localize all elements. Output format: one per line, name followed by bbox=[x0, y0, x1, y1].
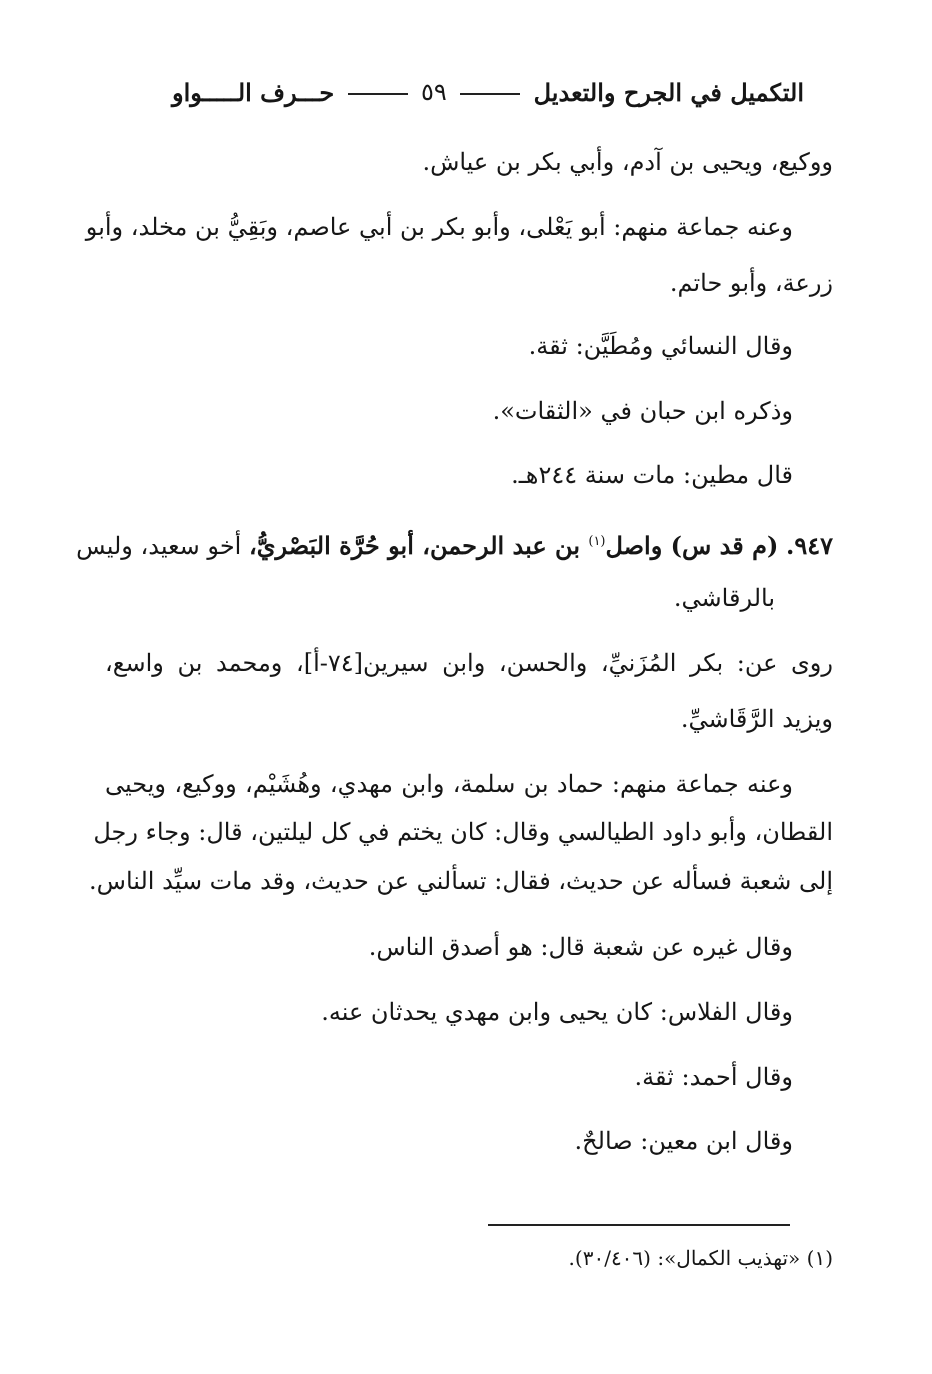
text-line: ويزيد الرَّقَاشيِّ. bbox=[680, 705, 833, 733]
footnote-divider bbox=[488, 1224, 790, 1226]
text-line: وقال ابن معين: صالحٌ. bbox=[574, 1127, 793, 1155]
text-line: وقال غيره عن شعبة قال: هو أصدق الناس. bbox=[368, 933, 793, 961]
text-line: إلى شعبة فسأله عن حديث، فقال: تسألني عن حديث، وقد مات سيِّد الناس. bbox=[89, 867, 833, 895]
text-line: وذكره ابن حبان في «الثقات». bbox=[492, 397, 793, 425]
text-line: وعنه جماعة منهم: أبو يَعْلى، وأبو بكر بن أبي عاصم، وبَقِيُّ بن مخلد، وأبو bbox=[85, 213, 793, 241]
narrator-lineage: بن عبد الرحمن، أبو حُرَّة البَصْريُّ، bbox=[248, 531, 589, 560]
text-line: القطان، وأبو داود الطيالسي وقال: كان يختم في كل ليلتين، قال: وجاء رجل bbox=[93, 818, 833, 846]
footnote: (١) «تهذيب الكمال»: (٣٠/٤٠٦). bbox=[568, 1246, 833, 1270]
text-line: قال مطين: مات سنة ٢٤٤هـ. bbox=[511, 461, 793, 489]
header-separator bbox=[452, 78, 528, 107]
entry-number: ٩٤٧. bbox=[785, 531, 833, 560]
running-header bbox=[172, 72, 804, 112]
narrator-note: أخو سعيد، وليس bbox=[76, 532, 249, 560]
text-line: وعنه جماعة منهم: حماد بن سلمة، وابن مهدي، وهُشَيْم، ووكيع، ويحيى bbox=[105, 770, 793, 798]
text-line: روى عن: بكر المُزَنيِّ، والحسن، وابن سيرين[٧٤-أ]، ومحمد بن واسع، bbox=[105, 649, 833, 677]
header-separator bbox=[340, 78, 416, 107]
narrator-name: (م قد س) واصل bbox=[605, 531, 779, 560]
text-line: زرعة، وأبو حاتم. bbox=[669, 269, 833, 297]
text-line: وقال النسائي ومُطَيَّن: ثقة. bbox=[528, 332, 793, 360]
chapter-title: حـــرف الـــــواو bbox=[172, 77, 335, 107]
text-line: وقال أحمد: ثقة. bbox=[634, 1063, 793, 1091]
text-line: ووكيع، ويحيى بن آدم، وأبي بكر بن عياش. bbox=[422, 148, 833, 176]
page-number: ٥٩ bbox=[421, 78, 447, 106]
footnote-marker: (١) bbox=[588, 534, 606, 549]
text-line: وقال الفلاس: كان يحيى وابن مهدي يحدثان عنه. bbox=[321, 998, 793, 1026]
text-line: بالرقاشي. bbox=[673, 584, 775, 612]
book-title: التكميل في الجرح والتعديل bbox=[533, 77, 804, 107]
entry-heading-line bbox=[76, 522, 833, 562]
